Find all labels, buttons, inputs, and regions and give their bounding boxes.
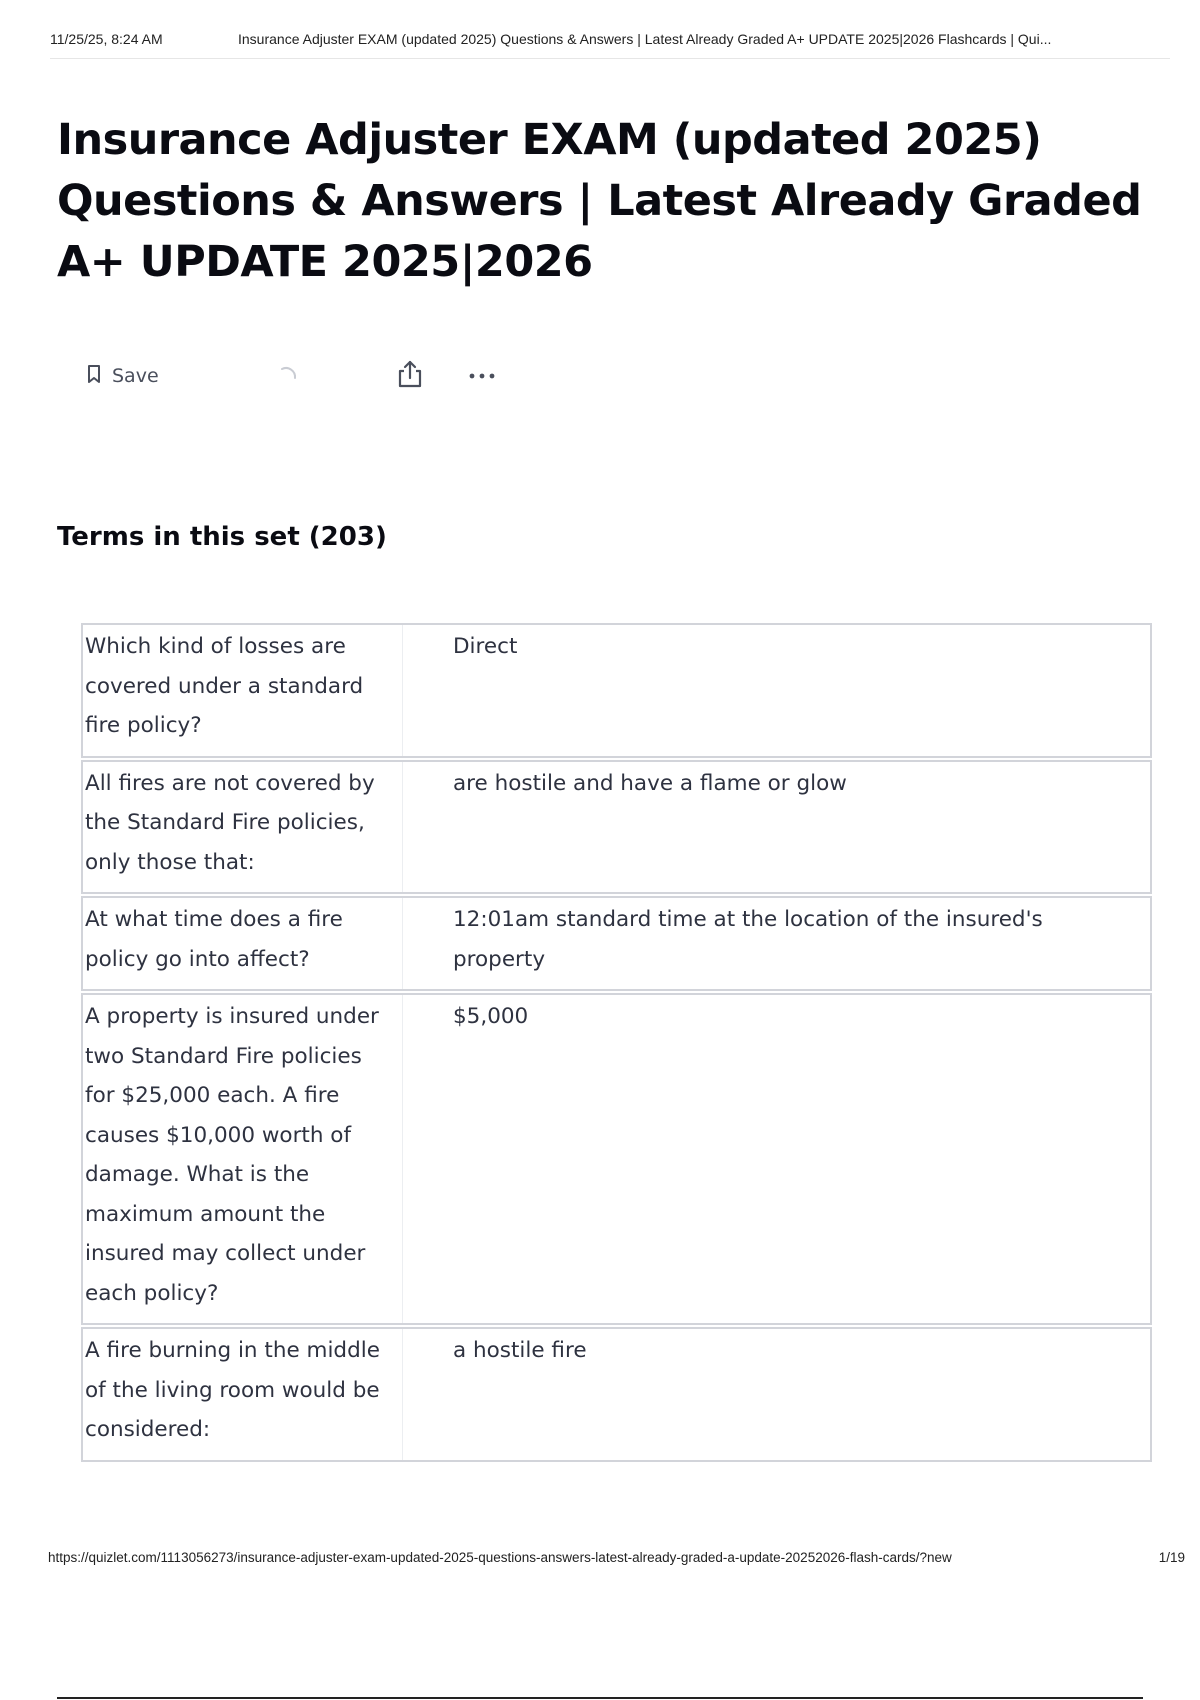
terms-list xyxy=(81,623,1152,1464)
term-card[interactable] xyxy=(81,993,1152,1325)
page-number: 1/19 xyxy=(1158,1550,1185,1565)
terms-heading: Terms in this set (203) xyxy=(57,522,387,552)
term-card[interactable] xyxy=(81,623,1152,758)
term-text: A fire burning in the middle of the living room would be considered: xyxy=(83,1329,403,1460)
page-divider xyxy=(57,1697,1143,1699)
definition-text: a hostile fire xyxy=(453,1338,587,1363)
print-document-title: Insurance Adjuster EXAM (updated 2025) Questions & Answers | Latest Already Graded A+ UPDATE 2025|2026 Flashcards | Qui... xyxy=(238,31,1052,47)
share-icon xyxy=(396,359,424,394)
more-options-button[interactable] xyxy=(468,356,498,396)
term-card[interactable] xyxy=(81,1327,1152,1462)
page-title: Insurance Adjuster EXAM (updated 2025) Questions & Answers | Latest Already Graded A+ UPDATE 2025|2026 xyxy=(57,115,1142,287)
definition-text: Direct xyxy=(453,634,518,659)
print-date: 11/25/25, 8:24 AM xyxy=(50,31,163,47)
term-card[interactable] xyxy=(81,896,1152,991)
definition-text: are hostile and have a flame or glow xyxy=(453,770,847,796)
print-header xyxy=(50,28,1170,59)
definition-text: 12:01am standard time at the location of the insured's property xyxy=(453,907,1043,972)
share-button[interactable] xyxy=(396,356,424,396)
save-button-label: Save xyxy=(112,365,159,387)
bookmark-icon xyxy=(86,364,102,389)
page-url: https://quizlet.com/1113056273/insurance-adjuster-exam-updated-2025-questions-answers-latest-already-graded-a-update-20252026-flash-cards/?new xyxy=(48,1550,952,1565)
save-button[interactable] xyxy=(86,356,159,396)
more-options-icon xyxy=(468,367,498,385)
definition-text: $5,000 xyxy=(453,1004,529,1029)
term-text: Which kind of losses are covered under a standard fire policy? xyxy=(83,625,403,756)
term-card[interactable] xyxy=(81,760,1152,895)
term-text: All fires are not covered by the Standard Fire policies, only those that: xyxy=(83,762,403,893)
term-text: A property is insured under two Standard Fire policies for $25,000 each. A fire causes $10,000 worth of damage. What is the maximum amount the insured may collect under each policy? xyxy=(83,995,403,1323)
term-text: At what time does a fire policy go into affect? xyxy=(83,898,403,989)
set-toolbar xyxy=(86,356,526,396)
loading-spinner-icon xyxy=(276,356,300,396)
